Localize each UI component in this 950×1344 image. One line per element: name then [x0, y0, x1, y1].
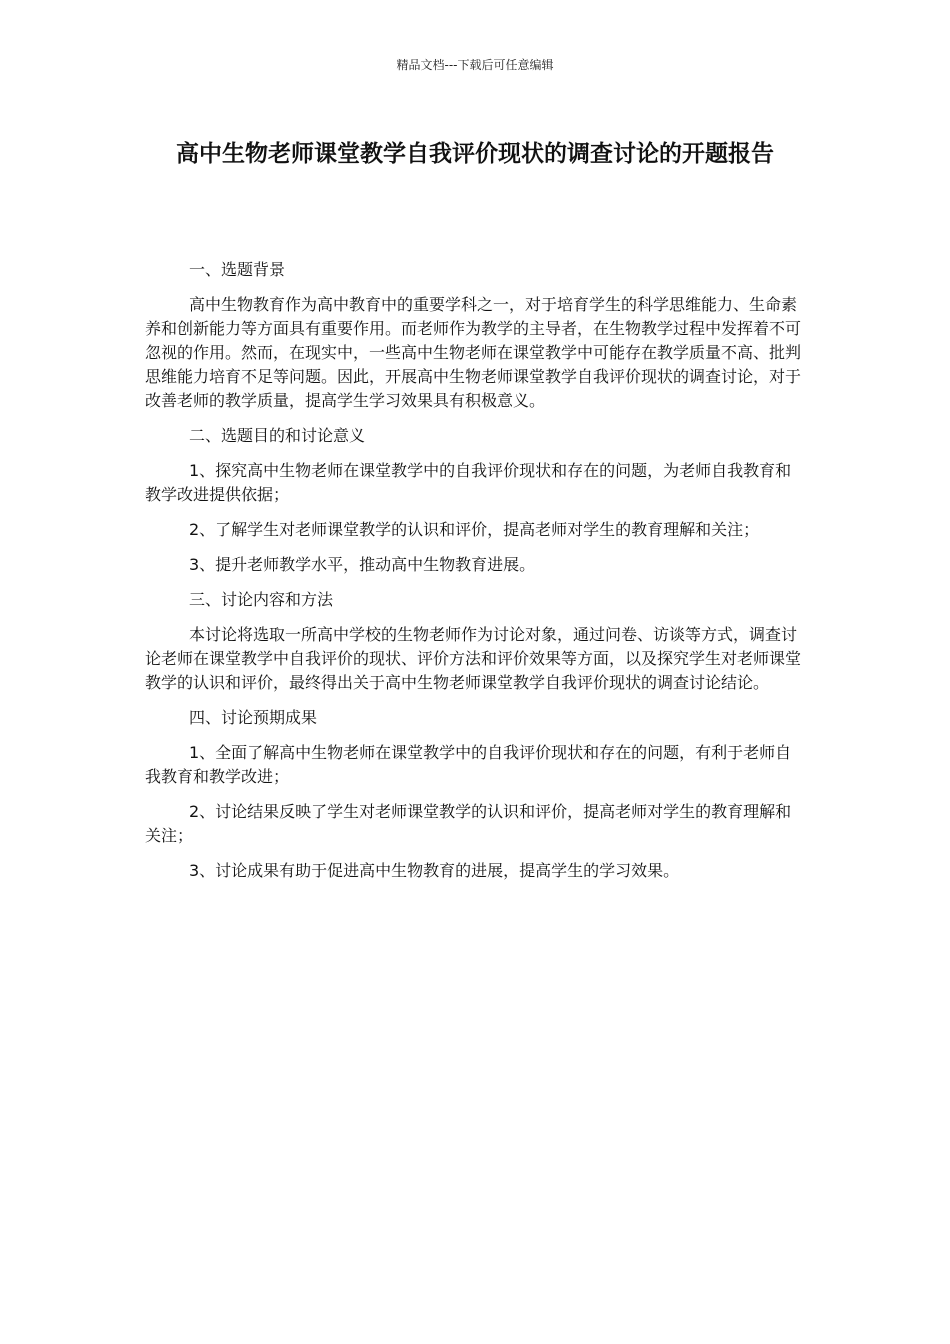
- section-heading-expected-results: 四、讨论预期成果: [189, 708, 318, 727]
- section-heading-content-method: 三、讨论内容和方法: [189, 590, 334, 609]
- paragraph-purpose-3: 3、提升老师教学水平，推动高中生物教育进展。: [189, 555, 536, 574]
- paragraph-result-1: 1、全面了解高中生物老师在课堂教学中的自我评价现状和存在的问题，有利于老师自我教育和教学改进；: [145, 743, 792, 786]
- document-body: [145, 258, 807, 894]
- section-heading-purpose: 二、选题目的和讨论意义: [189, 426, 366, 445]
- document-title: 高中生物老师课堂教学自我评价现状的调查讨论的开题报告: [176, 141, 774, 167]
- paragraph-result-3: 3、讨论成果有助于促进高中生物教育的进展，提高学生的学习效果。: [189, 861, 680, 880]
- paragraph-background: 高中生物教育作为高中教育中的重要学科之一，对于培育学生的科学思维能力、生命素养和创新能力等方面具有重要作用。而老师作为教学的主导者，在生物教学过程中发挥着不可忽视的作用。然而，在现实中，一些高中生物老师在课堂教学中可能存在教学质量不高、批判思维能力培育不足等问题。因此，开展高中生物老师课堂教学自我评价现状的调查讨论，对于改善老师的教学质量，提高学生学习效果具有积极意义。: [145, 295, 802, 410]
- page-header: 精品文档---下载后可任意编辑: [396, 58, 554, 72]
- paragraph-result-2: 2、讨论结果反映了学生对老师课堂教学的认识和评价，提高老师对学生的教育理解和关注；: [145, 802, 792, 845]
- paragraph-purpose-2: 2、了解学生对老师课堂教学的认识和评价，提高老师对学生的教育理解和关注；: [189, 520, 760, 539]
- paragraph-content-method: 本讨论将选取一所高中学校的生物老师作为讨论对象，通过问卷、访谈等方式，调查讨论老师在课堂教学中自我评价的现状、评价方法和评价效果等方面，以及探究学生对老师课堂教学的认识和评价，最终得出关于高中生物老师课堂教学自我评价现状的调查讨论结论。: [145, 625, 802, 692]
- section-heading-background: 一、选题背景: [189, 260, 286, 279]
- paragraph-purpose-1: 1、探究高中生物老师在课堂教学中的自我评价现状和存在的问题，为老师自我教育和教学改进提供依据；: [145, 461, 792, 504]
